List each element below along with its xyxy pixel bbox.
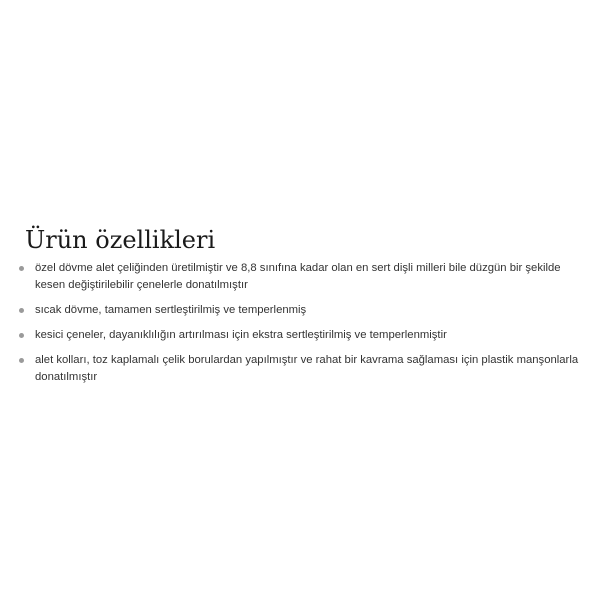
section-title: Ürün özellikleri [25, 226, 216, 254]
feature-item-1 [0, 260, 585, 294]
feature-item-3 [0, 327, 585, 344]
feature-item-4 [0, 352, 585, 386]
feature-text: alet kolları, toz kaplamalı çelik borulardan yapılmıştır ve rahat bir kavrama sağlaması için plastik manşonlarla donatılmıştır [35, 354, 579, 383]
feature-text: kesici çeneler, dayanıklılığın artırılması için ekstra sertleştirilmiş ve temperlenmiştir [35, 329, 447, 341]
bullet-icon [19, 308, 24, 313]
feature-list [0, 260, 600, 394]
bullet-icon [19, 333, 24, 338]
bullet-icon [19, 358, 24, 363]
feature-item-2 [0, 302, 585, 319]
feature-text: özel dövme alet çeliğinden üretilmiştir ve 8,8 sınıfına kadar olan en sert dişli milleri bile düzgün bir şekilde kesen değiştirilebilir çenelerle donatılmıştır [35, 262, 561, 291]
feature-text: sıcak dövme, tamamen sertleştirilmiş ve temperlenmiş [35, 304, 307, 316]
bullet-icon [19, 266, 24, 271]
